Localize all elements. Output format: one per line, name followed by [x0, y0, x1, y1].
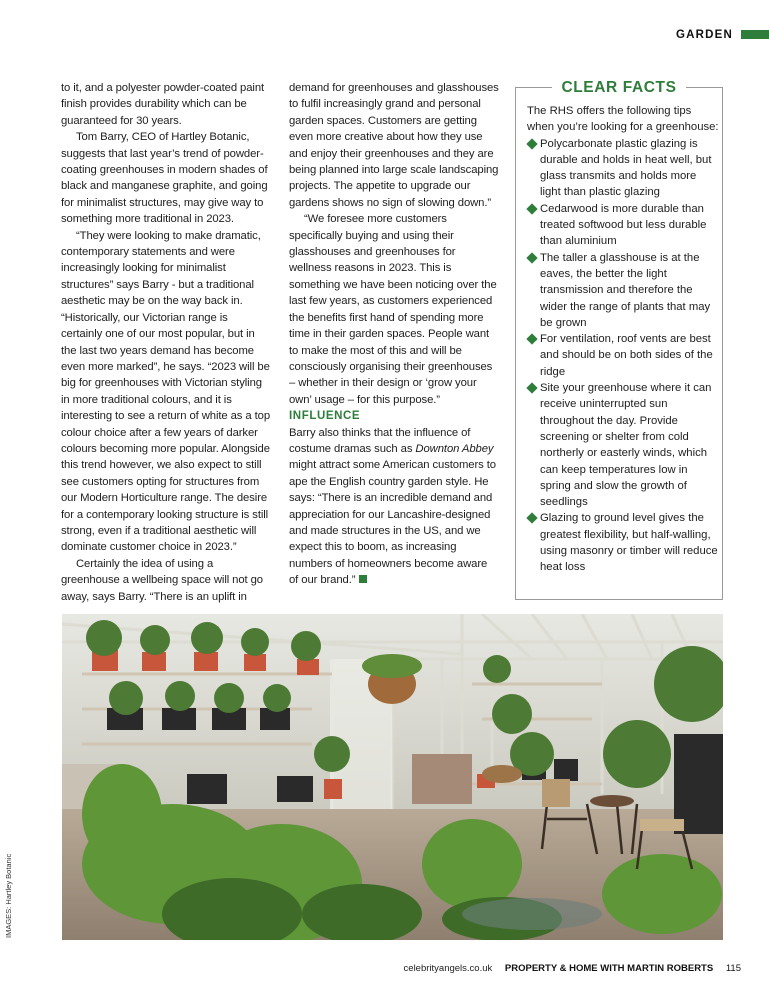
diamond-bullet-icon [526, 252, 537, 263]
col2-paragraph-3 [289, 425, 499, 589]
col1-paragraph-1: to it, and a polyester powder-coated paint finish provides durability which can be guaranteed for 30 years. [61, 82, 265, 127]
image-credit: IMAGES: Hartley Botanic [4, 853, 13, 938]
col1-paragraph-2: Tom Barry, CEO of Hartley Botanic, suggests that last year’s trend of powder-coating greenhouses in modern shades of black and manganese graphite, and going for minimalist structures, may give way to something more traditional in 2023. [61, 131, 268, 226]
col2-paragraph-3-start: Barry also thinks that the influence of costume dramas such as [289, 426, 471, 455]
col1-paragraph-4: Certainly the idea of using a greenhouse a wellbeing space will not go away, says Barry. “There is an uplift in [61, 557, 263, 603]
fact-text: Polycarbonate plastic glazing is durable and holds in heat well, but glass transmits and holds more light than plastic glazing [540, 137, 712, 199]
fact-text: Site your greenhouse where it can receive uninterrupted sun throughout the day. Provide screening or shelter from cold northerly or easterly winds, which can keep temperatures low in spring and slow the growth of seedlings [540, 382, 712, 509]
clear-facts-title [516, 78, 722, 98]
diamond-bullet-icon [526, 333, 537, 344]
fact-item [527, 201, 719, 250]
col2-paragraph-3-end: might attract some American customers to ape the English country garden style. He says: “There is an incredible demand and appreciation for our Lancashire-designed and made structures in the US, and we expect this to boom, as increasing numbers of homeowners become aware of our brand.” [289, 459, 496, 587]
diamond-bullet-icon [526, 382, 537, 393]
fact-item [527, 380, 719, 510]
greenhouse-interior-photo [62, 614, 723, 940]
col2-paragraph-1: demand for greenhouses and glasshouses to fulfil increasingly grand and personal garden spaces. Customers are getting even more creative about how they use and enjoy their greenhouses and they are being planned into large scale landscaping projects. The appetite to upgrade our gardens shows no sign of slowing down.” [289, 82, 499, 209]
article-column-1 [61, 80, 271, 605]
diamond-bullet-icon [526, 138, 537, 149]
section-label: GARDEN [675, 29, 733, 41]
page-number: 115 [725, 963, 741, 974]
fact-item [527, 136, 719, 201]
footer-publication-title: PROPERTY & HOME WITH MARTIN ROBERTS [504, 963, 714, 974]
article-column-2 [289, 80, 499, 589]
fact-text: For ventilation, roof vents are best and should be on both sides of the ridge [540, 333, 713, 378]
fact-text: Cedarwood is more durable than treated softwood but less durable than aluminium [540, 202, 707, 248]
fact-item [527, 250, 719, 331]
fact-item [527, 510, 719, 575]
footer-website: celebrityangels.co.uk [403, 963, 493, 974]
article-end-mark [359, 575, 367, 583]
page-footer [404, 963, 741, 975]
clear-facts-intro: The RHS offers the following tips when you’re looking for a greenhouse: [527, 105, 719, 134]
section-color-bar [741, 30, 769, 39]
col1-paragraph-3: “They were looking to make dramatic, contemporary statements and were increasingly looking for minimalist structures” says Barry - but a traditional aesthetic may be on the way back in. “Historically, our Victorian range is certainly one of our most popular, but in the last two years demand has become even more marked”, he says. “2023 will be big for greenhouses with Victorian styling in more traditional colours, and it is interesting to see a return of white as a top colour choice after a few years of darker colours becoming more popular. Alongside this trend however, we also expect to still see customers opting for structures from our Modern Horticulture range. The desire for a contemporary looking structure is still strong, even if a traditional aesthetic will dominate customer choice in 2023.” [61, 229, 271, 554]
clear-facts-title-text: CLEAR FACTS [552, 79, 685, 96]
diamond-bullet-icon [526, 203, 537, 214]
section-tag [660, 28, 769, 42]
greenhouse-illustration [62, 614, 723, 940]
clear-facts-list [527, 136, 719, 576]
clear-facts-box [515, 79, 723, 600]
show-title-italic: Downton Abbey [415, 442, 494, 455]
fact-text: Glazing to ground level gives the greatest flexibility, but half-walling, using masonry or timber will reduce heat loss [540, 512, 718, 574]
fact-item [527, 331, 719, 380]
clear-facts-body [527, 103, 719, 576]
diamond-bullet-icon [526, 513, 537, 524]
subhead-influence: INFLUENCE [289, 410, 361, 423]
fact-text: The taller a glasshouse is at the eaves, the better the light transmission and therefore the wider the range of plants that may be grown [540, 251, 711, 329]
col2-paragraph-2: “We foresee more customers specifically buying and using their glasshouses and greenhouses for wellness reasons in 2023. This is something we have been noticing over the last few years, as customers experienced the benefits first hand of spending more time in their garden spaces. People want to make the most of this and will be consciously organising their greenhouses – whether in their design or ‘grow your own’ usage – for this purpose.” [289, 213, 497, 406]
